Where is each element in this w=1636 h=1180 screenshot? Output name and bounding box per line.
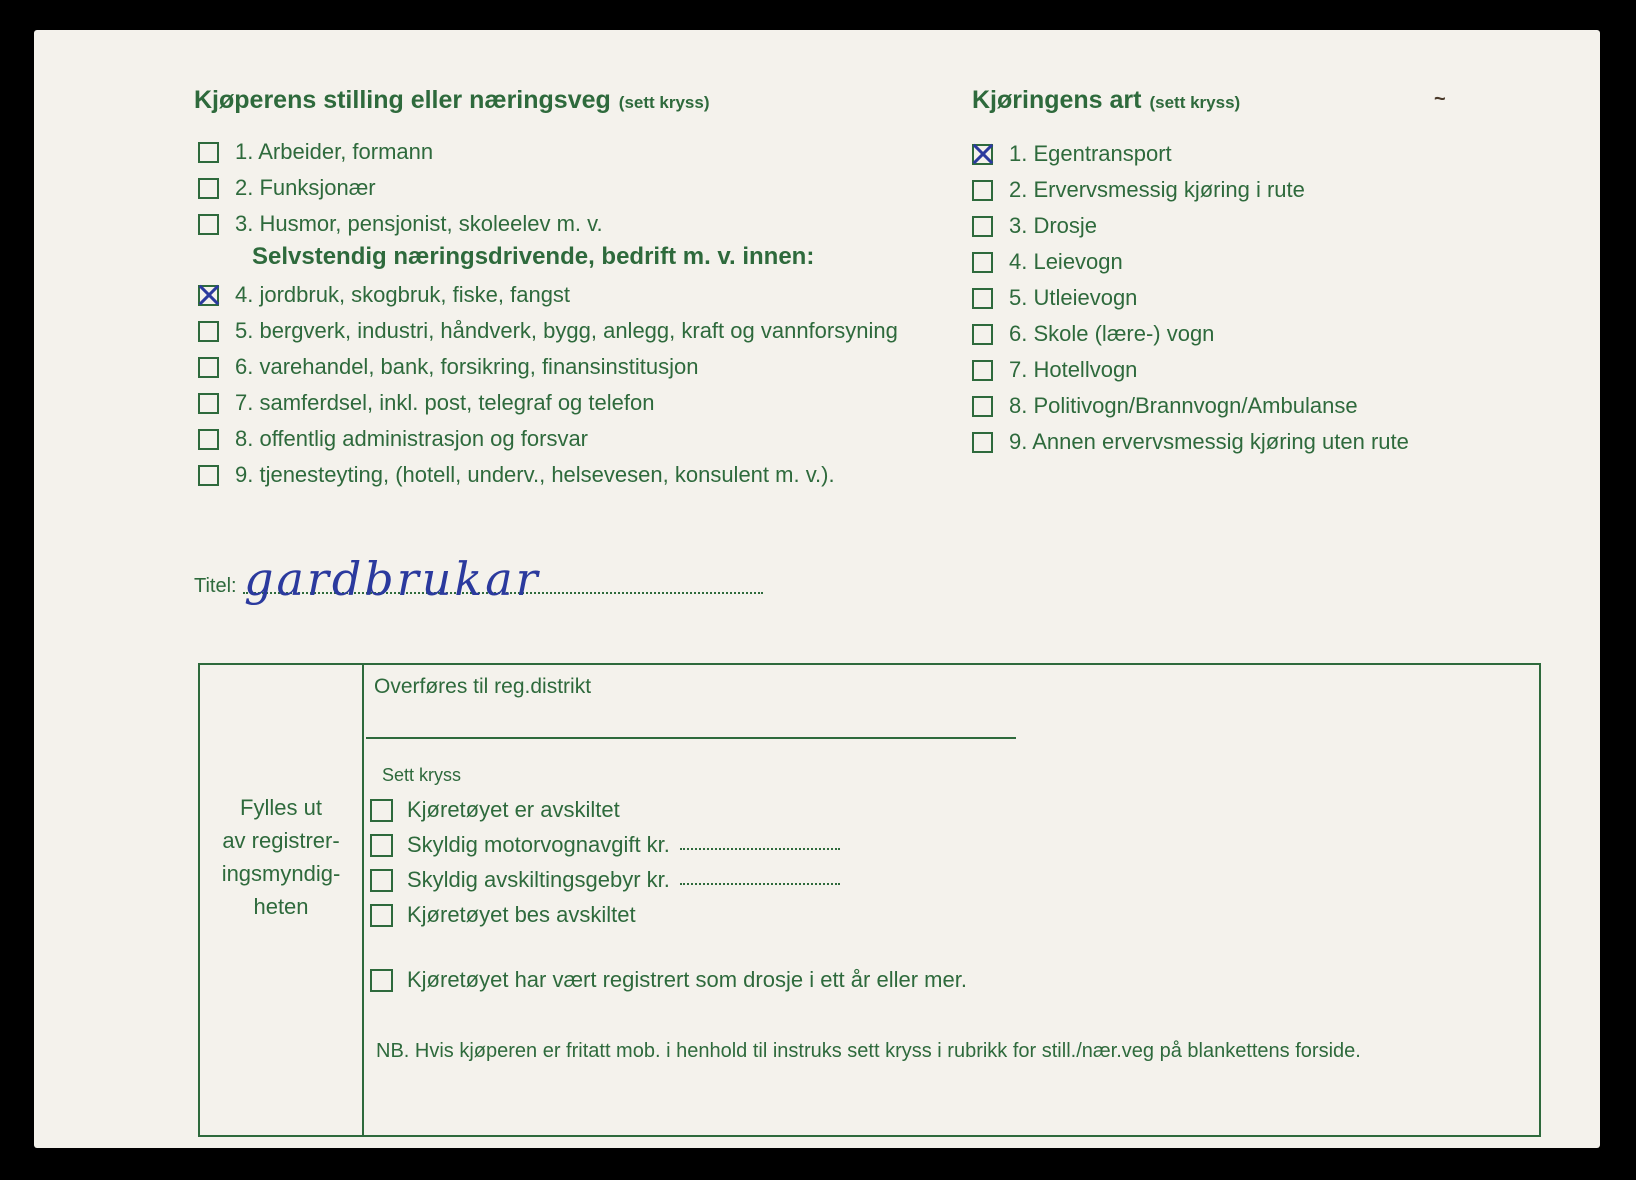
driving-option-2[interactable] [972,177,1305,203]
checkbox[interactable] [198,178,219,199]
driving-option-5[interactable] [972,285,1137,311]
registration-authority-box [198,663,1541,1137]
option-label: 1. Arbeider, formann [235,139,434,164]
driving-option-1[interactable] [972,141,1172,167]
option-label: 6. Skole (lære-) vogn [1009,321,1215,346]
checkbox[interactable] [198,357,219,378]
buyer-occupation-heading-text: Kjøperens stilling eller næringsveg [194,86,611,114]
checkbox-checked[interactable] [198,285,219,306]
amount-dotted-line[interactable] [680,840,840,850]
driving-option-7[interactable] [972,357,1137,383]
occupation-option-7[interactable] [198,390,654,416]
mark-instruction: Sett kryss [382,765,462,785]
driving-type-heading-note: (sett kryss) [1149,93,1241,112]
driving-option-9[interactable] [972,429,1409,455]
vehicle-tax-owed-option[interactable] [370,832,840,858]
driving-type-heading [972,86,1240,115]
driving-type-heading-text: Kjøringens art [972,86,1142,114]
checkbox[interactable] [370,799,393,822]
checkbox[interactable] [198,321,219,342]
checkbox[interactable] [198,142,219,163]
title-label: Titel: [194,575,237,597]
option-label: 2. Ervervsmessig kjøring i rute [1009,177,1305,202]
checkbox[interactable] [198,393,219,414]
buyer-occupation-heading-note: (sett kryss) [618,93,710,112]
option-label: 7. samferdsel, inkl. post, telegraf og telefon [235,390,655,415]
option-label: Skyldig motorvognavgift kr. [407,832,670,857]
authority-label-line: heten [253,894,309,919]
option-label: 3. Drosje [1009,213,1098,238]
checkbox[interactable] [972,288,993,309]
checkbox[interactable] [370,869,393,892]
option-label: Kjøretøyet er avskiltet [407,797,620,822]
driving-option-3[interactable] [972,213,1097,239]
authority-label-line: ingsmyndig- [221,861,341,886]
driving-option-4[interactable] [972,249,1123,275]
ink-smudge: ~ [1434,88,1446,110]
checkbox-checked[interactable] [972,144,993,165]
checkbox[interactable] [972,432,993,453]
option-label: 8. offentlig administrasjon og forsvar [235,426,588,451]
form-page [34,30,1600,1148]
amount-dotted-line[interactable] [680,875,840,885]
taxi-history-option[interactable] [370,967,967,993]
authority-label-line: Fylles ut [240,795,322,820]
option-label: 4. Leievogn [1009,249,1123,274]
checkbox[interactable] [972,396,993,417]
box-divider [362,665,364,1135]
title-handwritten-value: gardbrukar [244,552,541,606]
occupation-option-8[interactable] [198,426,588,452]
option-label: 7. Hotellvogn [1009,357,1138,382]
buyer-occupation-heading [194,86,710,115]
option-label: 3. Husmor, pensjonist, skoleelev m. v. [235,211,603,236]
option-label: 5. Utleievogn [1009,285,1138,310]
option-label: 4. jordbruk, skogbruk, fiske, fangst [235,282,571,307]
checkbox[interactable] [198,465,219,486]
occupation-option-3[interactable] [198,211,603,237]
option-label: 9. Annen ervervsmessig kjøring uten rute [1009,429,1409,454]
option-label: Kjøretøyet har vært registrert som drosje i ett år eller mer. [407,967,967,992]
occupation-option-6[interactable] [198,354,698,380]
checkbox[interactable] [370,834,393,857]
deregistration-fee-owed-option[interactable] [370,867,840,893]
option-label: 6. varehandel, bank, forsikring, finansinstitusjon [235,354,699,379]
occupation-option-5[interactable] [198,318,898,344]
checkbox[interactable] [972,252,993,273]
authority-label [200,791,362,923]
checkbox[interactable] [370,904,393,927]
occupation-option-1[interactable] [198,139,433,165]
authority-label-line: av registrer- [222,828,340,853]
option-label: Kjøretøyet bes avskiltet [407,902,636,927]
checkbox[interactable] [198,214,219,235]
checkbox[interactable] [370,969,393,992]
occupation-option-4[interactable] [198,282,570,308]
option-label: 9. tjenesteyting, (hotell, underv., helsevesen, konsulent m. v.). [235,462,835,487]
self-employed-subheading: Selvstendig næringsdrivende, bedrift m. v. innen: [252,243,815,270]
checkbox[interactable] [972,180,993,201]
deregistered-option[interactable] [370,797,620,823]
transfer-district-label: Overføres til reg.distrikt [374,675,592,698]
transfer-district-line[interactable] [366,737,1016,739]
checkbox[interactable] [972,216,993,237]
request-deregistration-option[interactable] [370,902,636,928]
driving-option-6[interactable] [972,321,1214,347]
option-label: 5. bergverk, industri, håndverk, bygg, anlegg, kraft og vannforsyning [235,318,898,343]
occupation-option-9[interactable] [198,462,835,488]
checkbox[interactable] [972,324,993,345]
option-label: 2. Funksjonær [235,175,376,200]
occupation-option-2[interactable] [198,175,376,201]
option-label: 1. Egentransport [1009,141,1172,166]
nb-note: NB. Hvis kjøperen er fritatt mob. i henhold til instruks sett kryss i rubrikk for still./nær.veg på blankettens forside. [376,1040,1361,1062]
checkbox[interactable] [972,360,993,381]
option-label: 8. Politivogn/Brannvogn/Ambulanse [1009,393,1358,418]
checkbox[interactable] [198,429,219,450]
option-label: Skyldig avskiltingsgebyr kr. [407,867,670,892]
driving-option-8[interactable] [972,393,1358,419]
